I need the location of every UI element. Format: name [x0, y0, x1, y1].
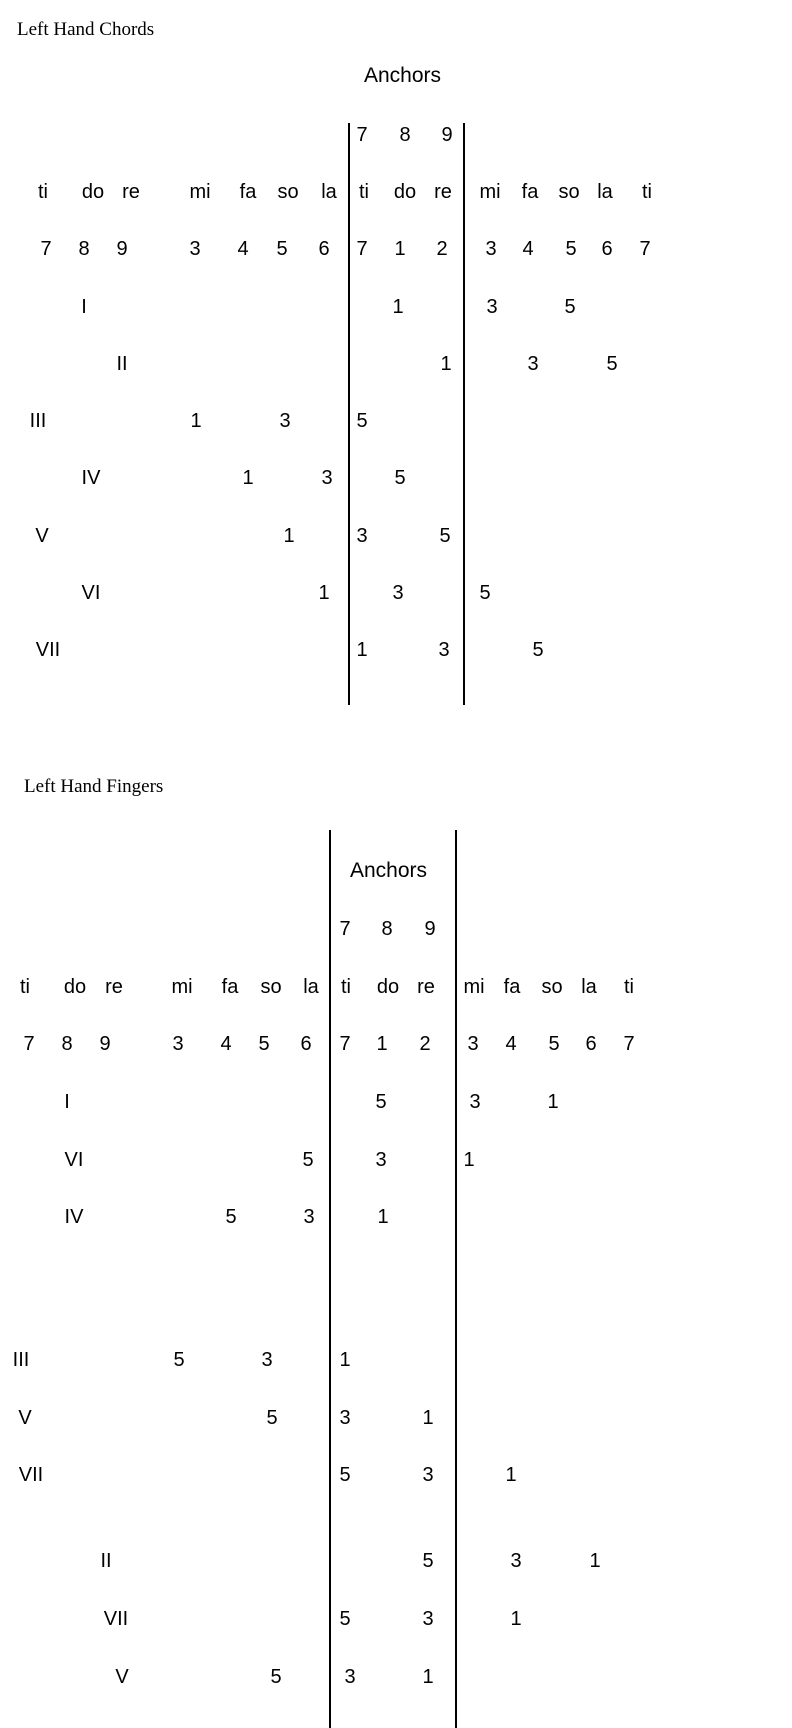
section2-solfege-label: so — [541, 976, 563, 998]
section2-finger-number: 5 — [266, 1407, 278, 1429]
section1-solfege-label: do — [393, 181, 417, 203]
section1-degree-number: 3 — [189, 238, 201, 260]
section2-degree-number: 4 — [220, 1033, 232, 1055]
section2-degree-number: 2 — [419, 1033, 431, 1055]
section1-degree-number: 4 — [237, 238, 249, 260]
section2-finger-number: 5 — [302, 1149, 314, 1171]
section2-anchor-number: 7 — [339, 918, 351, 940]
section2-chord-numeral: V — [115, 1666, 129, 1688]
section1-solfege-label: mi — [189, 181, 211, 203]
section2-finger-number: 5 — [422, 1550, 434, 1572]
section1-anchors-label: Anchors — [364, 64, 442, 87]
section1-anchor-right-line — [463, 123, 465, 705]
section1-solfege-label: la — [597, 181, 613, 203]
section1-chord-note: 3 — [486, 296, 498, 318]
section2-solfege-label: la — [303, 976, 319, 998]
section2-chord-numeral: VII — [18, 1464, 44, 1486]
section2-anchors-label: Anchors — [350, 859, 428, 882]
section1-degree-number: 7 — [356, 238, 368, 260]
section1-solfege-label: do — [81, 181, 105, 203]
section2-finger-number: 5 — [270, 1666, 282, 1688]
section2-chord-numeral: I — [64, 1091, 70, 1113]
section2-degree-number: 8 — [61, 1033, 73, 1055]
section1-anchor-number: 8 — [399, 124, 411, 146]
section2-finger-number: 1 — [422, 1407, 434, 1429]
section2-degree-number: 9 — [99, 1033, 111, 1055]
section1-chord-note: 5 — [394, 467, 406, 489]
section2-anchor-right-line — [455, 830, 457, 1728]
section1-solfege-label: so — [277, 181, 299, 203]
section1-solfege-label: fa — [239, 181, 257, 203]
section1-chord-note: 3 — [356, 525, 368, 547]
section1-chord-note: 5 — [564, 296, 576, 318]
section1-chord-numeral: II — [116, 353, 128, 375]
section2-degree-number: 5 — [258, 1033, 270, 1055]
section1-chord-numeral: VI — [81, 582, 101, 604]
section1-degree-number: 4 — [522, 238, 534, 260]
section1-chord-numeral: I — [81, 296, 87, 318]
section1-degree-number: 9 — [116, 238, 128, 260]
section1-chord-note: 1 — [440, 353, 452, 375]
section2-finger-number: 5 — [375, 1091, 387, 1113]
section2-chord-numeral: V — [18, 1407, 32, 1429]
section2-degree-number: 4 — [505, 1033, 517, 1055]
section1-chord-note: 5 — [479, 582, 491, 604]
section1-chord-numeral: III — [29, 410, 47, 432]
section2-finger-number: 3 — [344, 1666, 356, 1688]
section1-chord-note: 5 — [606, 353, 618, 375]
section2-solfege-label: do — [63, 976, 87, 998]
section2-finger-number: 1 — [377, 1206, 389, 1228]
section1-degree-number: 7 — [639, 238, 651, 260]
section2-anchor-left-line — [329, 830, 331, 1728]
section1-solfege-label: mi — [479, 181, 501, 203]
section2-finger-number: 5 — [339, 1464, 351, 1486]
section1-degree-number: 2 — [436, 238, 448, 260]
section1-chord-note: 1 — [392, 296, 404, 318]
section1-chord-note: 1 — [242, 467, 254, 489]
section1-chord-note: 1 — [283, 525, 295, 547]
section2-finger-number: 3 — [510, 1550, 522, 1572]
section2-solfege-label: re — [105, 976, 123, 998]
section1-degree-number: 1 — [394, 238, 406, 260]
section2-solfege-label: fa — [221, 976, 239, 998]
section1-anchor-number: 7 — [356, 124, 368, 146]
section2-degree-number: 7 — [339, 1033, 351, 1055]
section2-finger-number: 3 — [422, 1608, 434, 1630]
section1-degree-number: 6 — [318, 238, 330, 260]
section1-solfege-label: re — [122, 181, 140, 203]
section1-solfege-label: fa — [521, 181, 539, 203]
section2-anchor-number: 9 — [424, 918, 436, 940]
section1-chord-note: 3 — [321, 467, 333, 489]
section2-finger-number: 1 — [505, 1464, 517, 1486]
section2-chord-numeral: II — [100, 1550, 112, 1572]
section1-chord-note: 3 — [527, 353, 539, 375]
section1-chord-numeral: V — [35, 525, 49, 547]
section2-finger-number: 1 — [589, 1550, 601, 1572]
section1-degree-number: 5 — [276, 238, 288, 260]
section1-chord-note: 1 — [318, 582, 330, 604]
section1-chord-note: 1 — [190, 410, 202, 432]
section1-chord-note: 5 — [532, 639, 544, 661]
section2-finger-number: 3 — [375, 1149, 387, 1171]
section1-degree-number: 6 — [601, 238, 613, 260]
section2-finger-number: 1 — [510, 1608, 522, 1630]
section2-finger-number: 5 — [339, 1608, 351, 1630]
section2-chord-numeral: III — [12, 1349, 30, 1371]
section1-chord-numeral: VII — [35, 639, 61, 661]
section2-finger-number: 3 — [422, 1464, 434, 1486]
section2-degree-number: 5 — [548, 1033, 560, 1055]
section2-finger-number: 3 — [303, 1206, 315, 1228]
section1-solfege-label: la — [321, 181, 337, 203]
section1-solfege-label: ti — [38, 181, 48, 203]
section1-chord-numeral: IV — [81, 467, 101, 489]
section2-solfege-label: so — [260, 976, 282, 998]
section2-finger-number: 3 — [469, 1091, 481, 1113]
section2-solfege-label: ti — [20, 976, 30, 998]
section1-chord-note: 5 — [356, 410, 368, 432]
section2-finger-number: 3 — [261, 1349, 273, 1371]
section1-chord-note: 1 — [356, 639, 368, 661]
section2-degree-number: 1 — [376, 1033, 388, 1055]
section1-solfege-label: ti — [642, 181, 652, 203]
section1-chord-note: 3 — [279, 410, 291, 432]
section2-degree-number: 7 — [623, 1033, 635, 1055]
section2-solfege-label: ti — [624, 976, 634, 998]
section2-solfege-label: mi — [171, 976, 193, 998]
section2-finger-number: 1 — [547, 1091, 559, 1113]
section1-chord-note: 3 — [392, 582, 404, 604]
section1-degree-number: 8 — [78, 238, 90, 260]
section2-solfege-label: ti — [341, 976, 351, 998]
section1-anchor-number: 9 — [441, 124, 453, 146]
section2-solfege-label: la — [581, 976, 597, 998]
section2-degree-number: 3 — [467, 1033, 479, 1055]
section2-degree-number: 6 — [300, 1033, 312, 1055]
section1-degree-number: 3 — [485, 238, 497, 260]
section1-chord-note: 5 — [439, 525, 451, 547]
section2-title: Left Hand Fingers — [24, 776, 164, 797]
section2-chord-numeral: IV — [64, 1206, 84, 1228]
section2-finger-number: 1 — [339, 1349, 351, 1371]
section2-solfege-label: do — [376, 976, 400, 998]
section2-solfege-label: fa — [503, 976, 521, 998]
section2-finger-number: 5 — [173, 1349, 185, 1371]
section2-finger-number: 5 — [225, 1206, 237, 1228]
section2-degree-number: 7 — [23, 1033, 35, 1055]
section2-degree-number: 6 — [585, 1033, 597, 1055]
section1-title: Left Hand Chords — [17, 19, 155, 40]
section1-solfege-label: ti — [359, 181, 369, 203]
section2-degree-number: 3 — [172, 1033, 184, 1055]
section1-solfege-label: re — [434, 181, 452, 203]
section2-solfege-label: mi — [463, 976, 485, 998]
section2-finger-number: 1 — [422, 1666, 434, 1688]
section1-solfege-label: so — [558, 181, 580, 203]
section2-chord-numeral: VI — [64, 1149, 84, 1171]
section2-chord-numeral: VII — [103, 1608, 129, 1630]
section2-solfege-label: re — [417, 976, 435, 998]
section2-anchor-number: 8 — [381, 918, 393, 940]
section1-chord-note: 3 — [438, 639, 450, 661]
section2-finger-number: 3 — [339, 1407, 351, 1429]
section1-degree-number: 5 — [565, 238, 577, 260]
section2-finger-number: 1 — [463, 1149, 475, 1171]
section1-degree-number: 7 — [40, 238, 52, 260]
